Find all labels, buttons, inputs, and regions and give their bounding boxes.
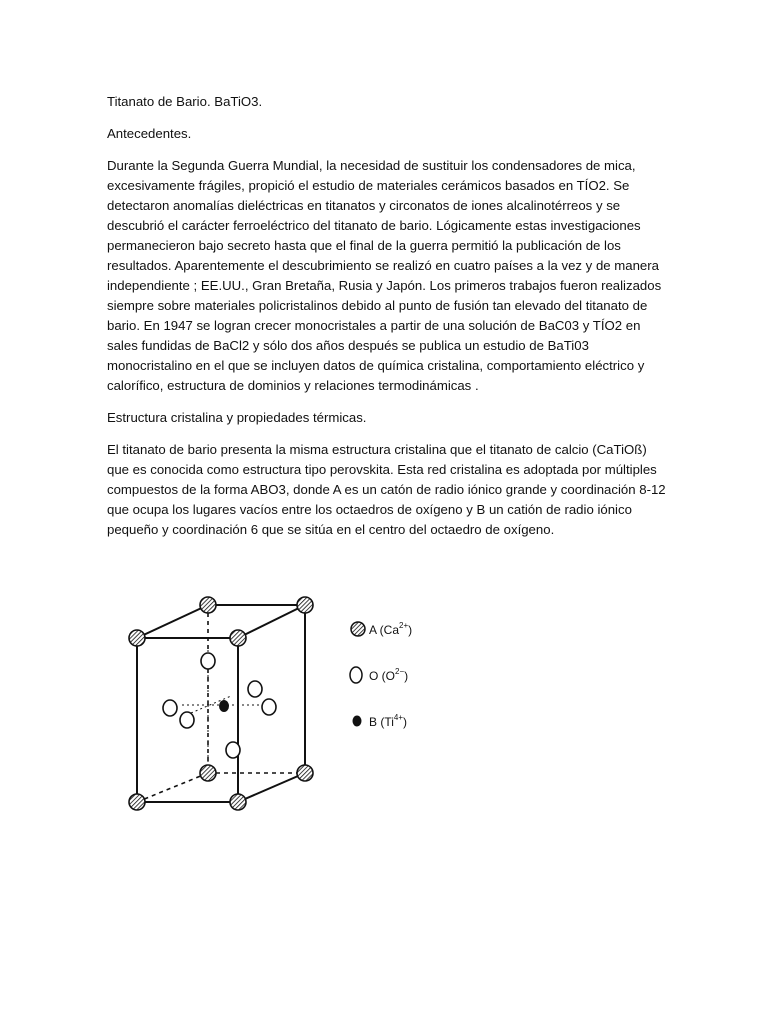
svg-text:A (Ca2+)	[369, 621, 412, 637]
legend-item-o	[350, 667, 408, 683]
open-circle-icon	[350, 667, 362, 683]
legend-end-a: )	[408, 623, 413, 637]
svg-text:O (O2−)	[369, 667, 408, 683]
calcium-atom	[200, 765, 216, 781]
svg-text:B (Ti4+)	[369, 713, 407, 729]
section-heading-antecedentes: Antecedentes.	[107, 126, 192, 141]
calcium-atom	[230, 794, 246, 810]
legend-end-o: )	[404, 669, 409, 683]
legend-label-b: B (Ti	[369, 715, 394, 729]
document-title: Titanato de Bario. BaTiO3.	[107, 94, 263, 109]
filled-circle-icon	[353, 716, 362, 727]
paragraph-antecedentes: Durante la Segunda Guerra Mundial, la necesidad de sustituir los condensadores de mica, excesivamente frágiles, propició el estudio de materiales cerámicos basados en TÍO2. Se detectaron anomalías dieléctricas en titanatos y circonatos de iones alcalinotérreos y se descubrió el carácter ferroeléctrico del titanato de bario. Lógicamente estas investigaciones permanecieron bajo secreto hasta que el final de la guerra permitió la publicación de los resultados. Aparentemente el descubrimiento se realizó en cuatro países a la vez y de manera independiente ; EE.UU., Gran Bretaña, Rusia y Japón. Los primeros trabajos fueron realizados siempre sobre materiales policristalinos debido al punto de fusión tan elevado del titanato de bario. En 1947 se logran crecer monocristales a partir de una solución de BaC03 y TÍO2 en sales fundidas de BaCl2 y sólo dos años después se publica un estudio de BaTi03 monocristalino en el que se incluyen datos de química cristalina, comportamiento eléctrico y calorífico, estructura de dominios y relaciones termodinámicas .	[107, 158, 662, 393]
legend-sup-a: 2+	[399, 621, 409, 630]
titanium-atom	[219, 700, 229, 712]
calcium-atom	[200, 597, 216, 613]
oxygen-atom	[248, 681, 262, 697]
legend-sup-o: 2−	[395, 667, 405, 676]
oxygen-atom	[226, 742, 240, 758]
calcium-atom	[230, 630, 246, 646]
legend-item-a	[351, 621, 412, 637]
calcium-atom	[129, 794, 145, 810]
legend-item-b	[353, 713, 408, 729]
legend-label-o: O (O	[369, 669, 395, 683]
paragraph-estructura: El titanato de bario presenta la misma estructura cristalina que el titanato de calcio (CaTiOß) que es conocida como estructura tipo perovskita. Esta red cristalina es adoptada por múltiples compuestos de la forma ABO3, donde A es un catón de radio iónico grande y coordinación 8-12 que ocupa los lugares vacíos entre los octaedros de oxígeno y B un catión de radio iónico pequeño y coordinación 6 que se sitúa en el centro del octaedro de oxígeno.	[107, 442, 666, 537]
perovskite-unit-cell-diagram	[120, 580, 440, 820]
oxygen-atom	[201, 653, 215, 669]
section-heading-estructura: Estructura cristalina y propiedades térmicas.	[107, 410, 367, 425]
figure-legend	[350, 621, 412, 729]
calcium-atom	[297, 765, 313, 781]
calcium-atom	[129, 630, 145, 646]
oxygen-atom	[163, 700, 177, 716]
calcium-atom	[297, 597, 313, 613]
hatched-circle-icon	[351, 622, 365, 636]
perovskite-structure-figure	[120, 580, 440, 820]
oxygen-atom	[180, 712, 194, 728]
legend-sup-b: 4+	[393, 713, 404, 722]
legend-label-a: A (Ca	[369, 623, 400, 637]
text-body	[107, 92, 667, 552]
oxygen-atom	[262, 699, 276, 715]
legend-end-b: )	[403, 715, 408, 729]
